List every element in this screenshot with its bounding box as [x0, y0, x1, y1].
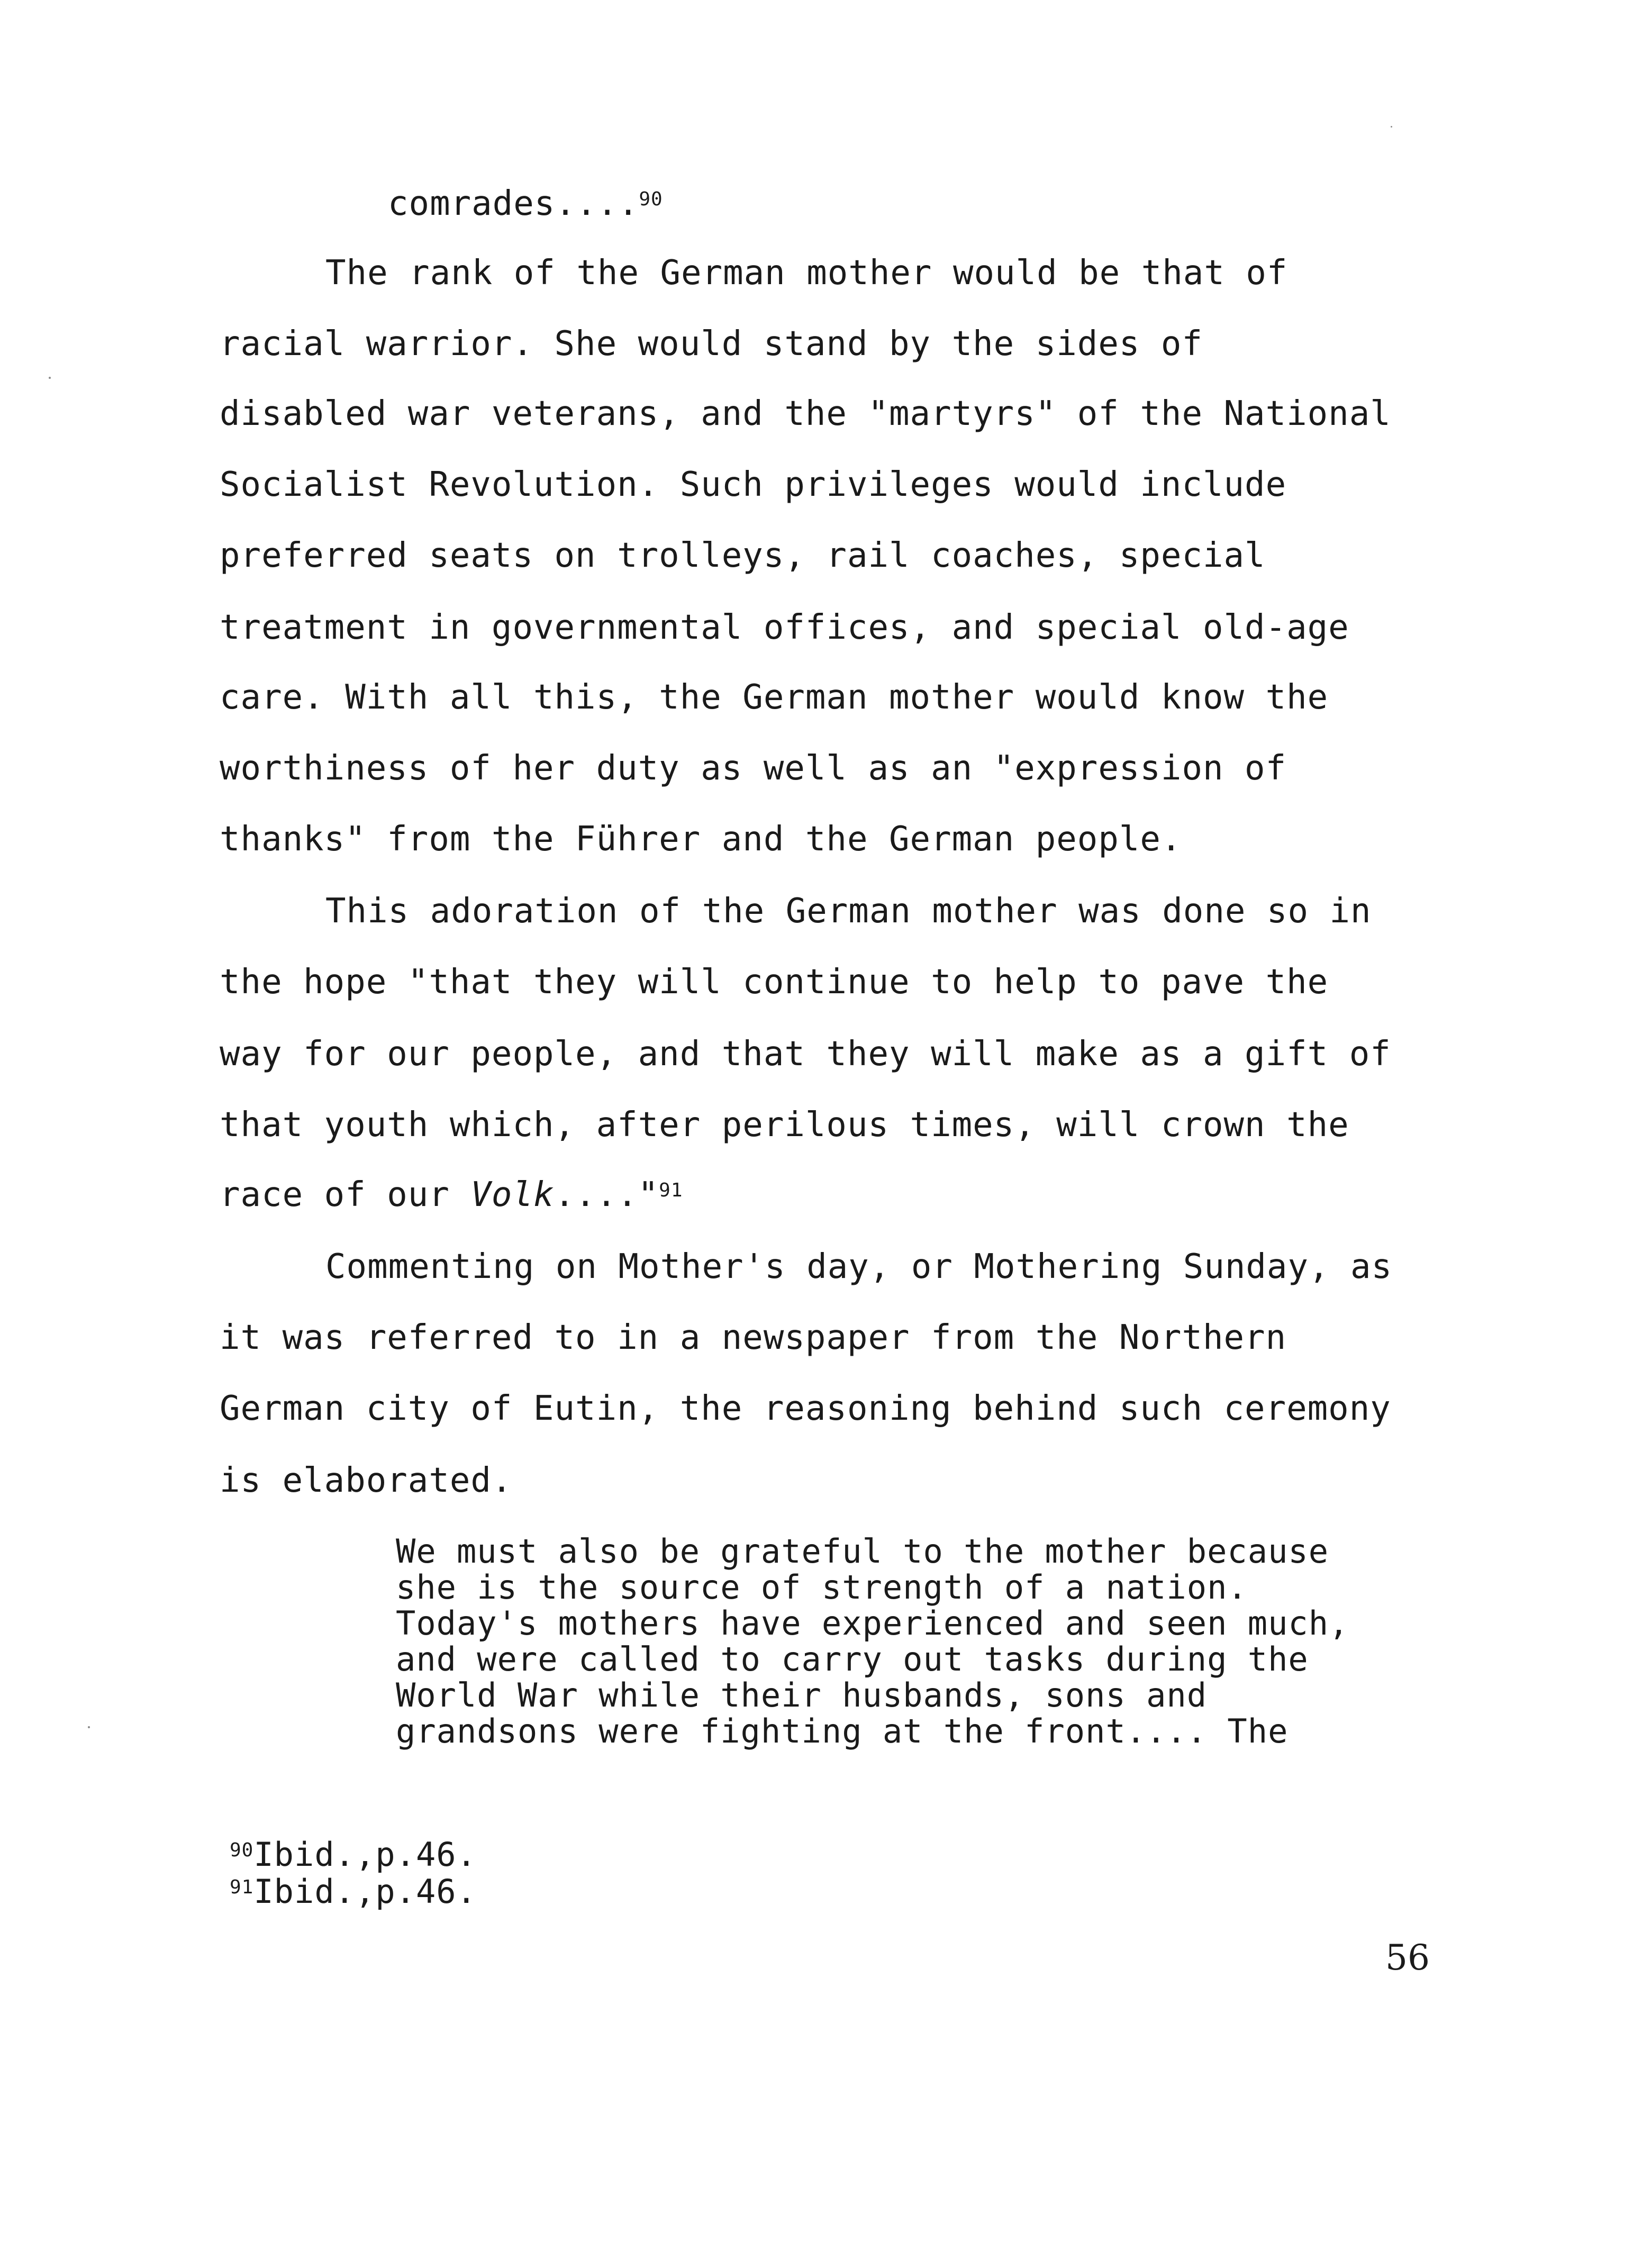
body-line-4: disabled war veterans, and the "martyrs" of the National [220, 394, 1391, 433]
body-line-2: The rank of the German mother would be that of [325, 253, 1288, 293]
body-line-14: that youth which, after perilous times, will crown the [220, 1105, 1349, 1145]
body-line-6: preferred seats on trolleys, rail coaches, special [220, 536, 1266, 575]
footnote-ref-91: 91 [659, 1180, 683, 1201]
body-line-5: Socialist Revolution. Such privileges would include [220, 465, 1287, 504]
body-line-15: race of our Volk...."$^{91}$ [220, 1175, 683, 1214]
body-line-7: treatment in governmental offices, and special old-age [220, 608, 1349, 647]
quote-line-4: and were called to carry out tasks during the [396, 1640, 1309, 1679]
scan-speck [49, 377, 51, 379]
scan-speck [88, 1726, 90, 1728]
body-line-13: way for our people, and that they will make as a gift of [220, 1035, 1391, 1074]
body-line-3: racial warrior. She would stand by the sides of [220, 324, 1203, 364]
body-line-12: the hope "that they will continue to help to pave the [220, 963, 1329, 1002]
footnote-90: $^{90}$Ibid.,p.46. [230, 1835, 477, 1874]
quote-line-3: Today's mothers have experienced and seen much, [396, 1604, 1349, 1643]
quote-line-2: she is the source of strength of a nation. [396, 1568, 1248, 1607]
quote-line-1: We must also be grateful to the mother because [396, 1532, 1329, 1571]
footnote-mark: 90 [230, 1839, 254, 1861]
scan-speck [1391, 126, 1392, 128]
body-line-1: comrades....$^{90}$ [388, 184, 663, 223]
body-line-10: thanks" from the Führer and the German people. [220, 820, 1182, 859]
quote-line-6: grandsons were fighting at the front.... The [396, 1712, 1289, 1750]
quote-line-5: World War while their husbands, sons and [396, 1676, 1208, 1714]
body-line-11: This adoration of the German mother was done so in [325, 892, 1372, 931]
body-line-16: Commenting on Mother's day, or Mothering Sunday, as [325, 1247, 1393, 1286]
body-line-17: it was referred to in a newspaper from the Northern [220, 1318, 1287, 1357]
footnote-mark: 91 [230, 1876, 254, 1898]
page-number: 56 [1385, 1937, 1430, 1978]
body-line-8: care. With all this, the German mother would know the [220, 678, 1329, 717]
body-line-9: worthiness of her duty as well as an "expression of [220, 749, 1287, 788]
body-line-18: German city of Eutin, the reasoning behind such ceremony [220, 1389, 1391, 1428]
footnote-91: $^{91}$Ibid.,p.46. [230, 1872, 477, 1911]
footnote-ref-90: 90 [639, 188, 663, 210]
body-line-19: is elaborated. [220, 1461, 513, 1500]
